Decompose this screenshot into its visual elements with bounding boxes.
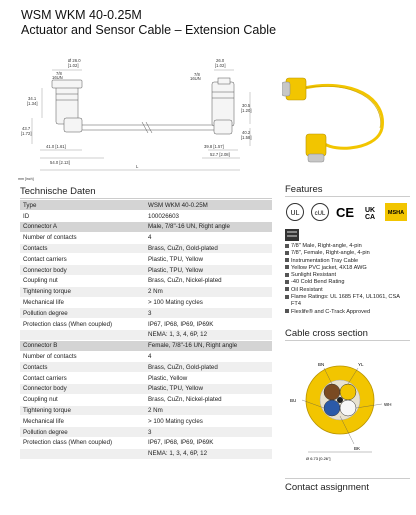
svg-text:UL: UL (290, 210, 300, 217)
tech-row-key: Coupling nut (20, 276, 145, 287)
tech-row-value: 3 (145, 308, 272, 319)
tech-row-key: Connector B (20, 340, 145, 351)
tech-row (20, 276, 272, 287)
tech-row-value: Brass, CuZn, Gold-plated (145, 243, 272, 254)
svg-text:[1.02]: [1.02] (68, 63, 79, 68)
tech-row (20, 351, 272, 362)
certification-icons (285, 199, 410, 225)
tech-row (20, 254, 272, 265)
tech-row-key: Pollution degree (20, 308, 145, 319)
tech-data-heading: Technische Daten (20, 186, 96, 197)
tech-row-value: Male, 7/8"-16 UN, Right angle (145, 222, 272, 233)
tech-row-value: NEMA: 1, 3, 4, 6P, 12 (145, 330, 272, 341)
tech-row-key: Mechanical life (20, 297, 145, 308)
svg-text:[1.02]: [1.02] (215, 63, 226, 68)
yellow-conductor (340, 384, 356, 400)
dim-l1-label: 41.0 [1.61] (46, 144, 66, 149)
svg-text:MSHA: MSHA (387, 210, 405, 216)
tech-row-value: Brass, CuZn, Gold-plated (145, 362, 272, 373)
dim-l2-label: 39.8 [1.57] (204, 144, 224, 149)
tech-row (20, 265, 272, 276)
tech-row-value: IP67, IP68, IP69, IP69K (145, 319, 272, 330)
ul-listed-icon (285, 202, 305, 222)
tech-row-key: Protection class (When coupled) (20, 438, 145, 449)
svg-text:cUL: cUL (314, 211, 326, 217)
svg-text:[1.20]: [1.20] (241, 108, 252, 113)
tech-row-key: Protection class (When coupled) (20, 319, 145, 330)
feature-item: Instrumentation Tray Cable (285, 258, 410, 265)
tech-row (20, 330, 272, 341)
feature-item: -40 Cold Bend Rating (285, 279, 410, 286)
svg-text:CA: CA (364, 214, 376, 221)
tech-row-key: Tightening torque (20, 286, 145, 297)
dim-d1-label: Ø 26.0 (68, 58, 81, 63)
svg-text:UK: UK (364, 207, 376, 214)
dim-h3-label: 43.7 (22, 126, 31, 131)
tech-row-key: Contacts (20, 243, 145, 254)
feature-item: Flexlife® and C-Track Approved (285, 309, 410, 316)
feature-item: Flame Ratings: UL 1685 FT4, UL1061, CSA (285, 294, 410, 301)
product-title: WSM WKM 40-0.25M (21, 8, 142, 22)
contact-assignment-heading: Contact assignment (285, 478, 410, 493)
msha-badge-icon (385, 203, 407, 221)
tech-row-key: Connector A (20, 222, 145, 233)
dim-l3-label: 52.7 [2.08] (210, 152, 230, 157)
tech-row (20, 319, 272, 330)
tech-row-key: Connector body (20, 265, 145, 276)
product-photo (282, 58, 400, 176)
tech-row-key: Type (20, 200, 145, 211)
document-title (21, 8, 276, 38)
tech-row-value: Plastic, TPU, Yellow (145, 254, 272, 265)
dim-h1-label: 34.1 (28, 96, 37, 101)
cross-section-heading: Cable cross section (285, 328, 368, 339)
dim-h2-label: 30.5 (242, 103, 251, 108)
feature-item: 7/8" Male, Right-angle, 4-pin (285, 243, 410, 250)
dim-thread-left-label: 7/8 (56, 71, 62, 76)
svg-text:[1.58]: [1.58] (241, 135, 252, 140)
label-bn: BN (318, 362, 325, 367)
tech-row-value: Brass, CuZn, Nickel-plated (145, 276, 272, 287)
tech-data-table (20, 200, 272, 460)
feature-item: Sunlight Resistant (285, 272, 410, 279)
tech-row (20, 243, 272, 254)
tech-row (20, 394, 272, 405)
tech-row-key (20, 448, 145, 459)
tech-row (20, 211, 272, 222)
label-yl: YL (358, 362, 364, 367)
features-list (285, 243, 410, 316)
tech-row-key: Mechanical life (20, 416, 145, 427)
label-bu: BU (290, 398, 297, 403)
tech-row-value: 2 Nm (145, 405, 272, 416)
tech-row-value: 2 Nm (145, 286, 272, 297)
feature-item: Yellow PVC jacket, 4X18 AWG (285, 265, 410, 272)
cross-section-divider (285, 340, 410, 341)
brown-conductor (324, 384, 340, 400)
left-connector-drawing (52, 80, 82, 132)
dim-length-label: L (136, 164, 139, 169)
tech-row-value: Plastic, Yellow (145, 373, 272, 384)
tech-row (20, 416, 272, 427)
tech-row-key: Contacts (20, 362, 145, 373)
features-divider (285, 196, 410, 197)
cable-type-badge-icon (285, 229, 299, 241)
dim-thread-right-label: 7/8 (194, 72, 200, 77)
tech-row-key (20, 330, 145, 341)
tech-row (20, 232, 272, 243)
ukca-mark-icon (360, 202, 380, 222)
tech-row-key: Number of contacts (20, 351, 145, 362)
svg-text:16UN: 16UN (190, 76, 201, 81)
dim-h4-label: 40.2 (242, 130, 251, 135)
white-conductor (340, 400, 356, 416)
tech-row-key: Pollution degree (20, 427, 145, 438)
tech-row (20, 200, 272, 211)
tech-row-key: ID (20, 211, 145, 222)
dim-unit-label: mm [inch] (18, 177, 34, 181)
tech-row (20, 297, 272, 308)
label-bk: BK (354, 446, 361, 451)
product-subtitle: Actuator and Sensor Cable – Extension Cable (21, 23, 277, 37)
tech-row-value: 4 (145, 232, 272, 243)
tech-row-key: Contact carriers (20, 373, 145, 384)
tech-row (20, 286, 272, 297)
tech-row-key: Tightening torque (20, 405, 145, 416)
cul-listed-icon (310, 202, 330, 222)
tech-row-value: Plastic, TPU, Yellow (145, 265, 272, 276)
features-heading: Features (285, 184, 323, 195)
tech-row (20, 222, 272, 233)
tech-row-value: > 100 Mating cycles (145, 297, 272, 308)
svg-text:[1.72]: [1.72] (21, 131, 32, 136)
svg-text:CE: CE (335, 205, 355, 220)
cable-cross-section (288, 358, 408, 466)
tech-row (20, 438, 272, 449)
tech-row-key: Contact carriers (20, 254, 145, 265)
tech-row-value: 4 (145, 351, 272, 362)
tech-row-value: Plastic, TPU, Yellow (145, 384, 272, 395)
tech-row-value: WSM WKM 40-0.25M (145, 200, 272, 211)
dim-l4-label: 54.0 [2.13] (50, 160, 70, 165)
tech-row-value: IP67, IP68, IP69, IP69K (145, 438, 272, 449)
tech-row-key: Coupling nut (20, 394, 145, 405)
ce-mark-icon (335, 202, 355, 222)
tech-row-value: 100026603 (145, 211, 272, 222)
feature-item: 7/8", Female, Right-angle, 4-pin (285, 250, 410, 257)
tech-row (20, 373, 272, 384)
tech-row (20, 448, 272, 459)
tech-row (20, 384, 272, 395)
tech-row (20, 308, 272, 319)
tech-row-value: 3 (145, 427, 272, 438)
feature-item: Oil Resistant (285, 287, 410, 294)
female-connector-image (306, 134, 326, 162)
tech-row (20, 340, 272, 351)
tech-data-divider (20, 198, 272, 199)
tech-row-key: Connector body (20, 384, 145, 395)
label-wh: WH (384, 402, 392, 407)
svg-text:16UN: 16UN (52, 75, 63, 80)
tech-row-value: Brass, CuZn, Nickel-plated (145, 394, 272, 405)
tech-row-value: NEMA: 1, 3, 4, 6P, 12 (145, 448, 272, 459)
tech-row (20, 427, 272, 438)
right-connector-drawing (212, 78, 234, 134)
blue-conductor (324, 400, 340, 416)
svg-text:[1.34]: [1.34] (27, 101, 38, 106)
diameter-label: Ø 6.73 [0.26"] (306, 456, 331, 461)
tech-row (20, 405, 272, 416)
male-connector-image (282, 78, 306, 100)
tech-row-key: Number of contacts (20, 232, 145, 243)
tech-row-value: > 100 Mating cycles (145, 416, 272, 427)
technical-drawing (18, 52, 268, 182)
feature-item-continued: FT4 (291, 301, 301, 308)
tech-row (20, 362, 272, 373)
dim-d2-label: 26.0 (216, 58, 225, 63)
tech-row-value: Female, 7/8"-16 UN, Right angle (145, 340, 272, 351)
cable-drawing (82, 122, 218, 133)
